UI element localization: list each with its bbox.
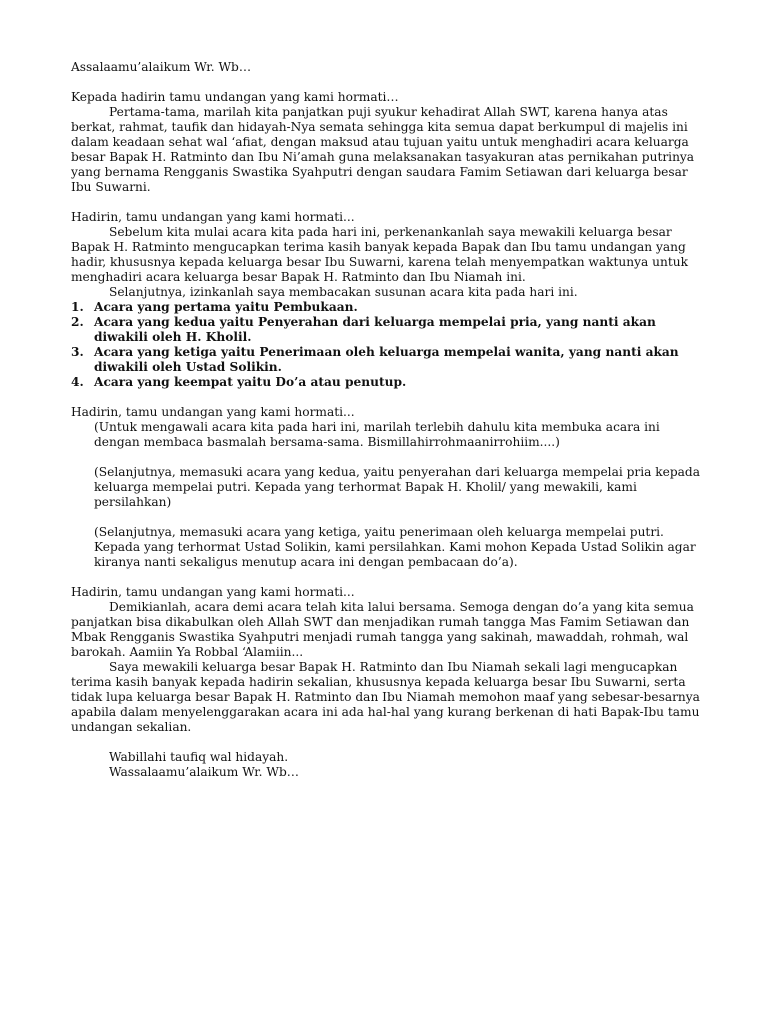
agenda-text: Acara yang ketiga yaitu Penerimaan oleh keluarga mempelai wanita, yang nanti akan diwakili oleh Ustad Solikin.	[94, 345, 679, 374]
spacer	[71, 735, 701, 750]
section1-paragraph: Pertama-tama, marilah kita panjatkan puji syukur kehadirat Allah SWT, karena hanya atas berkat, rahmat, taufik dan hidayah-Nya semata sehingga kita semua dapat berkumpul di majelis ini dalam keadaan sehat wal ‘afiat, dengan maksud atau tujuan yaitu untuk menghadiri acara keluarga besar Bapak H. Ratminto dan Ibu Ni’amah guna melaksanakan tasyakuran atas pernikahan putrinya yang bernama Rengganis Swastika Syahputri dengan saudara Famim Setiawan dari keluarga besar Ibu Suwarni.	[71, 105, 695, 194]
closing-salam: Wassalaamu’alaikum Wr. Wb…	[109, 765, 299, 779]
spacer	[71, 195, 701, 210]
agenda-item	[71, 300, 701, 315]
spacer	[71, 570, 701, 585]
section3-heading: Hadirin, tamu undangan yang kami hormati...	[71, 405, 355, 419]
agenda-text: Acara yang kedua yaitu Penyerahan dari keluarga mempelai pria, yang nanti akan diwakili oleh H. Kholil.	[94, 315, 656, 344]
section2-heading: Hadirin, tamu undangan yang kami hormati...	[71, 210, 355, 224]
agenda-intro: Selanjutnya, izinkanlah saya membacakan susunan acara kita pada hari ini.	[109, 285, 578, 299]
section1-heading: Kepada hadirin tamu undangan yang kami hormati…	[71, 90, 399, 104]
agenda-number: 2.	[71, 315, 84, 329]
agenda-number: 4.	[71, 375, 84, 389]
stage-note-handover: (Selanjutnya, memasuki acara yang kedua, yaitu penyerahan dari keluarga mempelai pria kepada keluarga mempelai putri. Kepada yang terhormat Bapak H. Kholil/ yang mewakili, kami persilahkan)	[94, 465, 701, 509]
agenda-item	[71, 375, 701, 390]
agenda-list	[71, 300, 701, 390]
stage-note-opening: (Untuk mengawali acara kita pada hari ini, marilah terlebih dahulu kita membuka acara ini dengan membaca basmalah bersama-sama. Bismillahirrohmaanirrohiim....)	[94, 420, 660, 449]
agenda-number: 1.	[71, 300, 84, 314]
section4-paragraph-thanks: Saya mewakili keluarga besar Bapak H. Ratminto dan Ibu Niamah sekali lagi mengucapkan terima kasih banyak kepada hadirin sekalian, khususnya kepada keluarga besar Ibu Suwarni, serta tidak lupa keluarga besar Bapak H. Ratminto dan Ibu Niamah memohon maaf yang sebesar-besarnya apabila dalam menyelenggarakan acara ini ada hal-hal yang kurang berkenan di hati Bapak-Ibu tamu undangan sekalian.	[71, 660, 700, 734]
stage-note-reception: (Selanjutnya, memasuki acara yang ketiga, yaitu penerimaan oleh keluarga mempelai putri. Kepada yang terhormat Ustad Solikin, kami persilahkan. Kami mohon Kepada Ustad Solikin agar kiranya nanti sekaligus menutup acara ini dengan pembacaan do’a).	[94, 525, 696, 569]
section2-paragraph: Sebelum kita mulai acara kita pada hari ini, perkenankanlah saya mewakili keluarga besar Bapak H. Ratminto mengucapkan terima kasih banyak kepada Bapak dan Ibu tamu undangan yang hadir, khususnya kepada keluarga besar Ibu Suwarni, karena telah menyempatkan waktunya untuk menghadiri acara keluarga besar Bapak H. Ratminto dan Ibu Niamah ini.	[71, 225, 688, 284]
spacer	[71, 450, 701, 465]
spacer	[71, 75, 701, 90]
greeting: Assalaamu’alaikum Wr. Wb…	[71, 60, 252, 74]
agenda-number: 3.	[71, 345, 84, 359]
agenda-item	[71, 315, 701, 345]
spacer	[71, 510, 701, 525]
agenda-text: Acara yang keempat yaitu Do’a atau penutup.	[94, 375, 407, 389]
agenda-item	[71, 345, 701, 375]
agenda-text: Acara yang pertama yaitu Pembukaan.	[94, 300, 358, 314]
section4-heading: Hadirin, tamu undangan yang kami hormati...	[71, 585, 355, 599]
spacer	[71, 390, 701, 405]
section4-paragraph-prayer: Demikianlah, acara demi acara telah kita lalui bersama. Semoga dengan do’a yang kita semua panjatkan bisa dikabulkan oleh Allah SWT dan menjadikan rumah tangga Mas Famim Setiawan dan Mbak Rengganis Swastika Syahputri menjadi rumah tangga yang sakinah, mawaddah, rohmah, wal barokah. Aamiin Ya Robbal ‘Alamiin...	[71, 600, 694, 659]
document-page	[71, 60, 701, 780]
closing-line: Wabillahi taufiq wal hidayah.	[109, 750, 289, 764]
